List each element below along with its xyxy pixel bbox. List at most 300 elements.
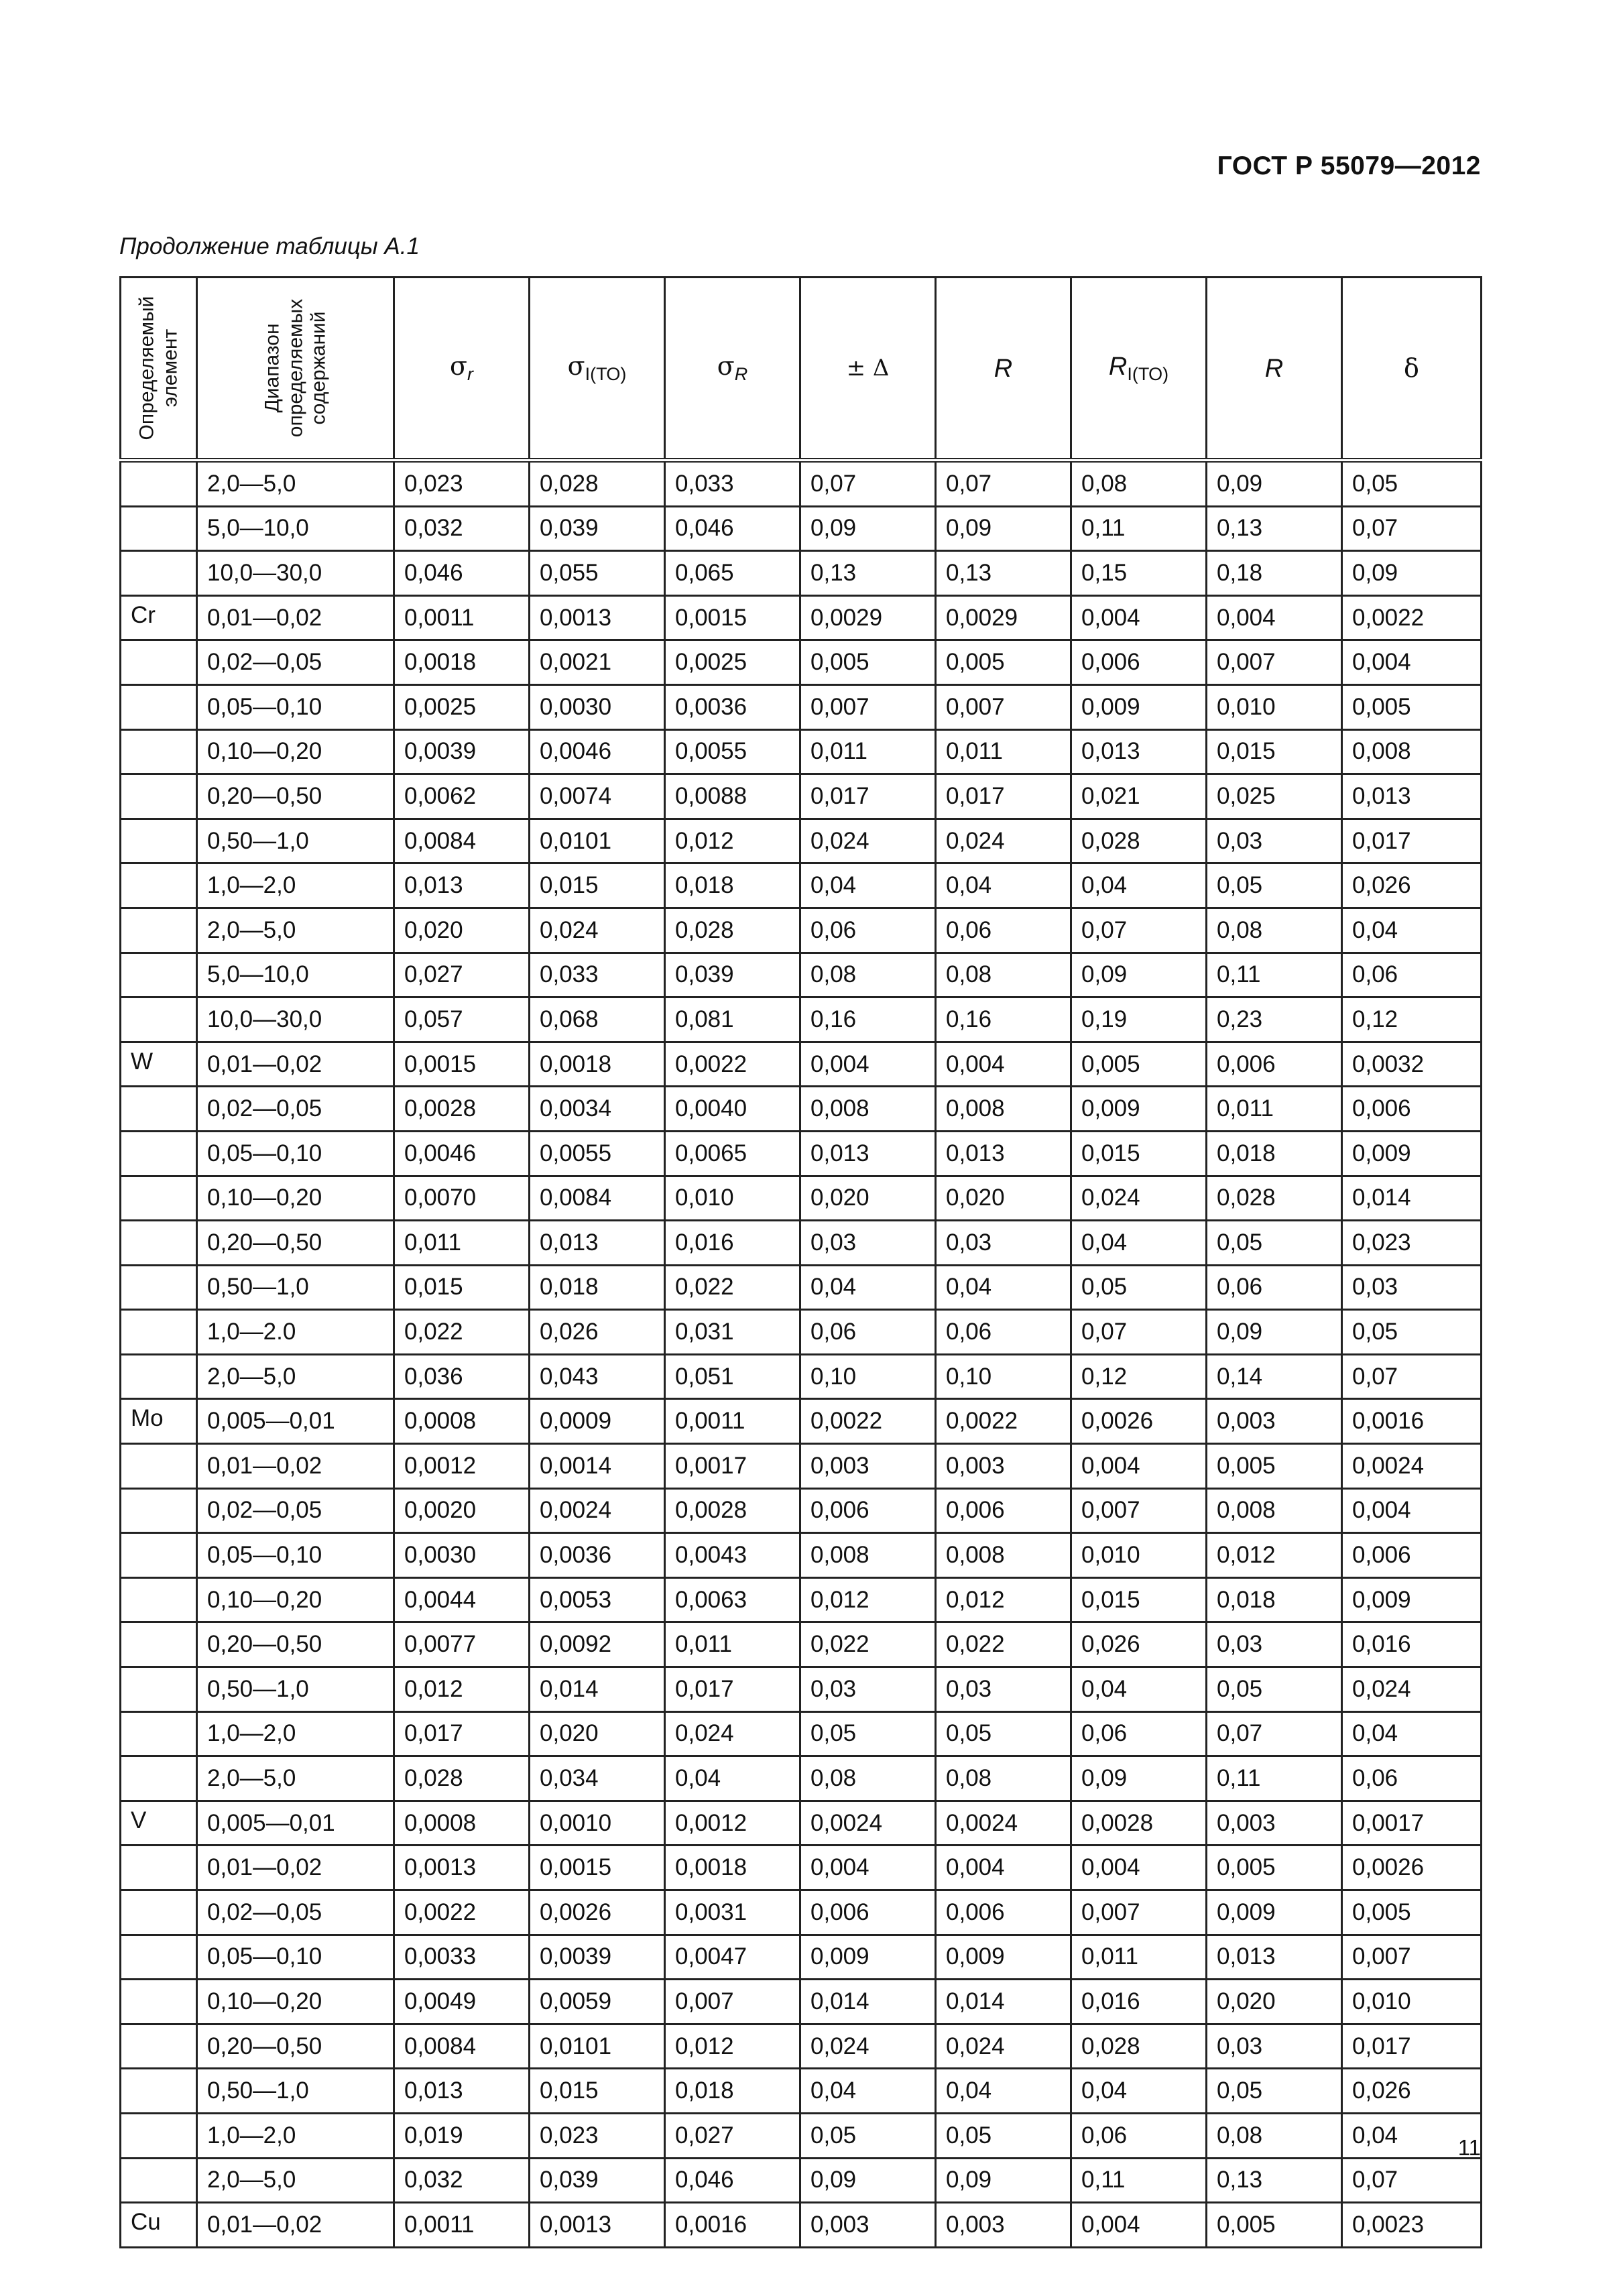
cell-value: 0,0036 xyxy=(665,684,800,729)
cell-value: 0,0015 xyxy=(394,1042,530,1087)
cell-value: 0,026 xyxy=(1342,863,1482,908)
cell-value: 0,034 xyxy=(530,1756,665,1801)
cell-value: 0,004 xyxy=(800,1846,936,1890)
cell-value: 0,0065 xyxy=(665,1131,800,1176)
table-row xyxy=(121,551,1482,596)
cell-element xyxy=(121,819,197,863)
cell-value: 0,039 xyxy=(665,953,800,998)
cell-value: 0,020 xyxy=(936,1176,1071,1221)
cell-element xyxy=(121,998,197,1042)
cell-value: 0,05 xyxy=(1207,1221,1342,1266)
cell-value: 0,014 xyxy=(936,1980,1071,2025)
cell-value: 0,008 xyxy=(800,1533,936,1578)
cell-value: 0,023 xyxy=(394,461,530,507)
cell-value: 0,011 xyxy=(1071,1935,1207,1980)
cell-value: 0,012 xyxy=(936,1577,1071,1622)
cell-value: 0,006 xyxy=(1342,1087,1482,1132)
cell-value: 0,0039 xyxy=(530,1935,665,1980)
table-row xyxy=(121,1980,1482,2025)
cell-value: 0,023 xyxy=(530,2113,665,2158)
cell-value: 0,09 xyxy=(800,2158,936,2203)
cell-value: 0,013 xyxy=(800,1131,936,1176)
cell-range: 0,05—0,10 xyxy=(197,1533,394,1578)
cell-value: 0,07 xyxy=(800,461,936,507)
cell-value: 0,022 xyxy=(800,1622,936,1667)
cell-value: 0,13 xyxy=(1207,506,1342,551)
cell-range: 10,0—30,0 xyxy=(197,998,394,1042)
cell-value: 0,006 xyxy=(936,1488,1071,1533)
cell-value: 0,004 xyxy=(1207,595,1342,640)
cell-value: 0,007 xyxy=(1342,1935,1482,1980)
cell-value: 0,07 xyxy=(1342,506,1482,551)
cell-value: 0,004 xyxy=(1071,2203,1207,2248)
cell-value: 0,013 xyxy=(394,863,530,908)
cell-element xyxy=(121,1488,197,1533)
cell-value: 0,031 xyxy=(665,1310,800,1355)
cell-value: 0,018 xyxy=(665,2069,800,2114)
cell-range: 1,0—2,0 xyxy=(197,2113,394,2158)
cell-value: 0,025 xyxy=(1207,774,1342,819)
table-row xyxy=(121,774,1482,819)
cell-value: 0,08 xyxy=(1071,461,1207,507)
cell-value: 0,022 xyxy=(394,1310,530,1355)
cell-range: 0,01—0,02 xyxy=(197,2203,394,2248)
cell-value: 0,023 xyxy=(1342,1221,1482,1266)
header-delta: δ xyxy=(1342,278,1482,461)
cell-value: 0,0039 xyxy=(394,729,530,774)
header-sigma-r: σr xyxy=(394,278,530,461)
table-row xyxy=(121,2069,1482,2114)
table-row xyxy=(121,863,1482,908)
cell-value: 0,0025 xyxy=(394,684,530,729)
cell-value: 0,018 xyxy=(665,863,800,908)
table-row xyxy=(121,684,1482,729)
cell-value: 0,07 xyxy=(1071,1310,1207,1355)
cell-value: 0,0059 xyxy=(530,1980,665,2025)
cell-value: 0,010 xyxy=(1207,684,1342,729)
cell-value: 0,06 xyxy=(1071,1711,1207,1756)
cell-value: 0,014 xyxy=(530,1667,665,1712)
cell-value: 0,0013 xyxy=(394,1846,530,1890)
cell-value: 0,028 xyxy=(665,908,800,953)
cell-value: 0,013 xyxy=(1071,729,1207,774)
cell-value: 0,016 xyxy=(665,1221,800,1266)
cell-value: 0,0034 xyxy=(530,1087,665,1132)
cell-value: 0,0015 xyxy=(530,1846,665,1890)
cell-value: 0,017 xyxy=(665,1667,800,1712)
cell-value: 0,07 xyxy=(1342,1354,1482,1399)
cell-value: 0,0088 xyxy=(665,774,800,819)
cell-range: 0,005—0,01 xyxy=(197,1801,394,1846)
cell-value: 0,007 xyxy=(800,684,936,729)
cell-value: 0,09 xyxy=(936,2158,1071,2203)
cell-value: 0,0014 xyxy=(530,1444,665,1489)
cell-value: 0,04 xyxy=(936,2069,1071,2114)
cell-value: 0,0070 xyxy=(394,1176,530,1221)
table-row xyxy=(121,729,1482,774)
cell-value: 0,09 xyxy=(1207,461,1342,507)
cell-element xyxy=(121,1087,197,1132)
cell-value: 0,009 xyxy=(1071,1087,1207,1132)
cell-value: 0,0062 xyxy=(394,774,530,819)
cell-value: 0,0030 xyxy=(394,1533,530,1578)
cell-value: 0,0013 xyxy=(530,595,665,640)
cell-value: 0,0012 xyxy=(665,1801,800,1846)
cell-value: 0,015 xyxy=(1071,1577,1207,1622)
cell-value: 0,04 xyxy=(800,2069,936,2114)
cell-value: 0,07 xyxy=(936,461,1071,507)
cell-value: 0,0010 xyxy=(530,1801,665,1846)
cell-element xyxy=(121,1265,197,1310)
cell-value: 0,027 xyxy=(394,953,530,998)
cell-value: 0,04 xyxy=(1342,908,1482,953)
cell-value: 0,005 xyxy=(1342,1890,1482,1935)
cell-value: 0,0011 xyxy=(394,2203,530,2248)
cell-range: 0,10—0,20 xyxy=(197,729,394,774)
table-row xyxy=(121,1890,1482,1935)
cell-value: 0,05 xyxy=(800,2113,936,2158)
cell-value: 0,0011 xyxy=(394,595,530,640)
cell-value: 0,03 xyxy=(936,1667,1071,1712)
cell-value: 0,08 xyxy=(936,953,1071,998)
cell-value: 0,014 xyxy=(800,1980,936,2025)
cell-value: 0,032 xyxy=(394,2158,530,2203)
cell-value: 0,004 xyxy=(1342,640,1482,685)
cell-value: 0,006 xyxy=(1207,1042,1342,1087)
cell-value: 0,012 xyxy=(665,2024,800,2069)
cell-value: 0,10 xyxy=(936,1354,1071,1399)
cell-range: 0,01—0,02 xyxy=(197,595,394,640)
table-row xyxy=(121,998,1482,1042)
cell-range: 0,50—1,0 xyxy=(197,1265,394,1310)
table-row xyxy=(121,595,1482,640)
cell-value: 0,04 xyxy=(665,1756,800,1801)
cell-range: 2,0—5,0 xyxy=(197,2158,394,2203)
cell-value: 0,006 xyxy=(936,1890,1071,1935)
table-row xyxy=(121,1087,1482,1132)
cell-value: 0,0026 xyxy=(530,1890,665,1935)
cell-value: 0,0023 xyxy=(1342,2203,1482,2248)
cell-range: 0,10—0,20 xyxy=(197,1176,394,1221)
cell-range: 0,50—1,0 xyxy=(197,819,394,863)
cell-value: 0,0022 xyxy=(394,1890,530,1935)
cell-range: 0,02—0,05 xyxy=(197,1890,394,1935)
cell-value: 0,0036 xyxy=(530,1533,665,1578)
cell-value: 0,016 xyxy=(1342,1622,1482,1667)
cell-value: 0,07 xyxy=(1207,1711,1342,1756)
cell-value: 0,008 xyxy=(936,1087,1071,1132)
cell-value: 0,0092 xyxy=(530,1622,665,1667)
cell-value: 0,03 xyxy=(1207,2024,1342,2069)
cell-value: 0,004 xyxy=(936,1042,1071,1087)
cell-value: 0,0077 xyxy=(394,1622,530,1667)
cell-value: 0,06 xyxy=(1071,2113,1207,2158)
cell-element xyxy=(121,1444,197,1489)
cell-value: 0,11 xyxy=(1207,953,1342,998)
cell-value: 0,026 xyxy=(530,1310,665,1355)
cell-value: 0,05 xyxy=(1071,1265,1207,1310)
cell-value: 0,065 xyxy=(665,551,800,596)
cell-range: 0,50—1,0 xyxy=(197,1667,394,1712)
cell-value: 0,017 xyxy=(1342,2024,1482,2069)
cell-range: 0,20—0,50 xyxy=(197,774,394,819)
cell-range: 1,0—2.0 xyxy=(197,1310,394,1355)
cell-element xyxy=(121,1310,197,1355)
cell-element xyxy=(121,461,197,507)
cell-value: 0,05 xyxy=(1342,461,1482,507)
header-sigma-l: σI(ТО) xyxy=(530,278,665,461)
cell-value: 0,009 xyxy=(1207,1890,1342,1935)
cell-value: 0,03 xyxy=(1207,1622,1342,1667)
cell-value: 0,005 xyxy=(1207,2203,1342,2248)
cell-range: 0,02—0,05 xyxy=(197,1488,394,1533)
cell-value: 0,028 xyxy=(530,461,665,507)
cell-element xyxy=(121,506,197,551)
cell-element xyxy=(121,1533,197,1578)
cell-value: 0,0084 xyxy=(394,819,530,863)
cell-value: 0,012 xyxy=(800,1577,936,1622)
cell-range: 2,0—5,0 xyxy=(197,1756,394,1801)
table-body xyxy=(121,461,1482,2248)
cell-element xyxy=(121,640,197,685)
cell-value: 0,0033 xyxy=(394,1935,530,1980)
table-row xyxy=(121,953,1482,998)
cell-value: 0,0030 xyxy=(530,684,665,729)
cell-value: 0,005 xyxy=(800,640,936,685)
cell-value: 0,0028 xyxy=(665,1488,800,1533)
cell-value: 0,05 xyxy=(1207,1667,1342,1712)
table-row xyxy=(121,1221,1482,1266)
cell-value: 0,0021 xyxy=(530,640,665,685)
cell-value: 0,0015 xyxy=(665,595,800,640)
cell-value: 0,03 xyxy=(800,1667,936,1712)
cell-value: 0,005 xyxy=(1071,1042,1207,1087)
cell-value: 0,05 xyxy=(1207,2069,1342,2114)
cell-range: 1,0—2,0 xyxy=(197,863,394,908)
cell-value: 0,0029 xyxy=(936,595,1071,640)
cell-element xyxy=(121,1980,197,2025)
cell-value: 0,036 xyxy=(394,1354,530,1399)
cell-value: 0,08 xyxy=(800,1756,936,1801)
cell-element: Cr xyxy=(121,595,197,640)
table-header-row xyxy=(121,278,1482,461)
cell-value: 0,024 xyxy=(1342,1667,1482,1712)
cell-element xyxy=(121,863,197,908)
cell-value: 0,017 xyxy=(936,774,1071,819)
cell-value: 0,024 xyxy=(1071,1176,1207,1221)
table-row xyxy=(121,1354,1482,1399)
cell-value: 0,009 xyxy=(1342,1577,1482,1622)
cell-value: 0,0024 xyxy=(936,1801,1071,1846)
table-row xyxy=(121,2158,1482,2203)
cell-range: 0,10—0,20 xyxy=(197,1980,394,2025)
cell-value: 0,008 xyxy=(1207,1488,1342,1533)
cell-value: 0,055 xyxy=(530,551,665,596)
cell-value: 0,19 xyxy=(1071,998,1207,1042)
cell-value: 0,0044 xyxy=(394,1577,530,1622)
cell-value: 0,0017 xyxy=(1342,1801,1482,1846)
cell-value: 0,009 xyxy=(1071,684,1207,729)
cell-value: 0,003 xyxy=(800,2203,936,2248)
cell-value: 0,06 xyxy=(800,908,936,953)
cell-value: 0,12 xyxy=(1342,998,1482,1042)
cell-value: 0,012 xyxy=(1207,1533,1342,1578)
cell-value: 0,0101 xyxy=(530,819,665,863)
cell-value: 0,008 xyxy=(936,1533,1071,1578)
cell-value: 0,028 xyxy=(1071,819,1207,863)
table-row xyxy=(121,908,1482,953)
cell-value: 0,026 xyxy=(1071,1622,1207,1667)
cell-value: 0,04 xyxy=(800,863,936,908)
cell-element xyxy=(121,953,197,998)
cell-value: 0,018 xyxy=(1207,1131,1342,1176)
table-row xyxy=(121,506,1482,551)
cell-value: 0,004 xyxy=(936,1846,1071,1890)
cell-value: 0,003 xyxy=(1207,1801,1342,1846)
cell-value: 0,23 xyxy=(1207,998,1342,1042)
cell-value: 0,0013 xyxy=(530,2203,665,2248)
cell-value: 0,04 xyxy=(936,863,1071,908)
cell-value: 0,09 xyxy=(1342,551,1482,596)
table-row xyxy=(121,461,1482,507)
cell-value: 0,11 xyxy=(1071,506,1207,551)
cell-value: 0,011 xyxy=(936,729,1071,774)
cell-value: 0,005 xyxy=(1207,1444,1342,1489)
cell-value: 0,013 xyxy=(1342,774,1482,819)
cell-value: 0,009 xyxy=(800,1935,936,1980)
cell-value: 0,008 xyxy=(800,1087,936,1132)
table-row xyxy=(121,1935,1482,1980)
cell-range: 5,0—10,0 xyxy=(197,953,394,998)
cell-value: 0,03 xyxy=(936,1221,1071,1266)
results-table xyxy=(119,276,1482,2248)
cell-value: 0,05 xyxy=(800,1711,936,1756)
cell-value: 0,028 xyxy=(394,1756,530,1801)
cell-value: 0,0063 xyxy=(665,1577,800,1622)
header-sigma-R: σR xyxy=(665,278,800,461)
cell-value: 0,008 xyxy=(1342,729,1482,774)
cell-value: 0,11 xyxy=(1207,1756,1342,1801)
cell-value: 0,0026 xyxy=(1342,1846,1482,1890)
cell-value: 0,011 xyxy=(394,1221,530,1266)
table-row xyxy=(121,640,1482,685)
cell-range: 2,0—5,0 xyxy=(197,1354,394,1399)
cell-value: 0,004 xyxy=(1071,1846,1207,1890)
cell-value: 0,010 xyxy=(1071,1533,1207,1578)
cell-value: 0,024 xyxy=(936,819,1071,863)
cell-value: 0,16 xyxy=(800,998,936,1042)
cell-value: 0,068 xyxy=(530,998,665,1042)
header-r-big: R xyxy=(1207,278,1342,461)
cell-range: 0,05—0,10 xyxy=(197,684,394,729)
cell-value: 0,03 xyxy=(800,1221,936,1266)
cell-range: 0,10—0,20 xyxy=(197,1577,394,1622)
cell-value: 0,024 xyxy=(665,1711,800,1756)
table-row xyxy=(121,1667,1482,1712)
table-row xyxy=(121,1265,1482,1310)
cell-value: 0,0024 xyxy=(1342,1444,1482,1489)
cell-value: 0,003 xyxy=(800,1444,936,1489)
cell-value: 0,06 xyxy=(1342,953,1482,998)
cell-value: 0,021 xyxy=(1071,774,1207,819)
cell-value: 0,010 xyxy=(665,1176,800,1221)
cell-value: 0,06 xyxy=(1342,1756,1482,1801)
cell-value: 0,014 xyxy=(1342,1176,1482,1221)
cell-value: 0,005 xyxy=(1342,684,1482,729)
cell-value: 0,028 xyxy=(1071,2024,1207,2069)
cell-value: 0,005 xyxy=(1207,1846,1342,1890)
table-row xyxy=(121,1488,1482,1533)
cell-range: 0,01—0,02 xyxy=(197,1444,394,1489)
cell-element xyxy=(121,1711,197,1756)
cell-value: 0,024 xyxy=(936,2024,1071,2069)
cell-element xyxy=(121,2069,197,2114)
cell-value: 0,0018 xyxy=(394,640,530,685)
cell-value: 0,007 xyxy=(665,1980,800,2025)
cell-element xyxy=(121,684,197,729)
cell-value: 0,08 xyxy=(1207,908,1342,953)
cell-value: 0,09 xyxy=(1207,1310,1342,1355)
cell-value: 0,011 xyxy=(665,1622,800,1667)
table-row xyxy=(121,1801,1482,1846)
table-row xyxy=(121,819,1482,863)
cell-range: 0,20—0,50 xyxy=(197,2024,394,2069)
cell-value: 0,0022 xyxy=(800,1399,936,1444)
cell-element xyxy=(121,1577,197,1622)
cell-value: 0,0047 xyxy=(665,1935,800,1980)
cell-value: 0,015 xyxy=(1071,1131,1207,1176)
cell-value: 0,12 xyxy=(1071,1354,1207,1399)
cell-value: 0,09 xyxy=(1071,953,1207,998)
cell-value: 0,057 xyxy=(394,998,530,1042)
cell-value: 0,0046 xyxy=(394,1131,530,1176)
cell-range: 0,05—0,10 xyxy=(197,1131,394,1176)
cell-value: 0,013 xyxy=(936,1131,1071,1176)
cell-element xyxy=(121,908,197,953)
cell-value: 0,0074 xyxy=(530,774,665,819)
cell-value: 0,009 xyxy=(936,1935,1071,1980)
cell-value: 0,033 xyxy=(665,461,800,507)
header-pm-delta: ± Δ xyxy=(800,278,936,461)
cell-element xyxy=(121,774,197,819)
header-r: R xyxy=(936,278,1071,461)
cell-value: 0,0008 xyxy=(394,1801,530,1846)
table-row xyxy=(121,1399,1482,1444)
cell-value: 0,019 xyxy=(394,2113,530,2158)
cell-value: 0,003 xyxy=(936,2203,1071,2248)
cell-value: 0,0016 xyxy=(1342,1399,1482,1444)
cell-element xyxy=(121,2113,197,2158)
cell-value: 0,0017 xyxy=(665,1444,800,1489)
cell-value: 0,0022 xyxy=(665,1042,800,1087)
cell-value: 0,0040 xyxy=(665,1087,800,1132)
cell-value: 0,08 xyxy=(800,953,936,998)
cell-range: 2,0—5,0 xyxy=(197,461,394,507)
cell-value: 0,13 xyxy=(1207,2158,1342,2203)
cell-value: 0,04 xyxy=(1071,1221,1207,1266)
cell-value: 0,13 xyxy=(936,551,1071,596)
cell-value: 0,0008 xyxy=(394,1399,530,1444)
cell-value: 0,16 xyxy=(936,998,1071,1042)
cell-value: 0,022 xyxy=(665,1265,800,1310)
cell-value: 0,03 xyxy=(1207,819,1342,863)
cell-value: 0,020 xyxy=(1207,1980,1342,2025)
cell-range: 2,0—5,0 xyxy=(197,908,394,953)
cell-value: 0,07 xyxy=(1071,908,1207,953)
cell-range: 0,20—0,50 xyxy=(197,1622,394,1667)
cell-value: 0,08 xyxy=(936,1756,1071,1801)
cell-value: 0,0020 xyxy=(394,1488,530,1533)
